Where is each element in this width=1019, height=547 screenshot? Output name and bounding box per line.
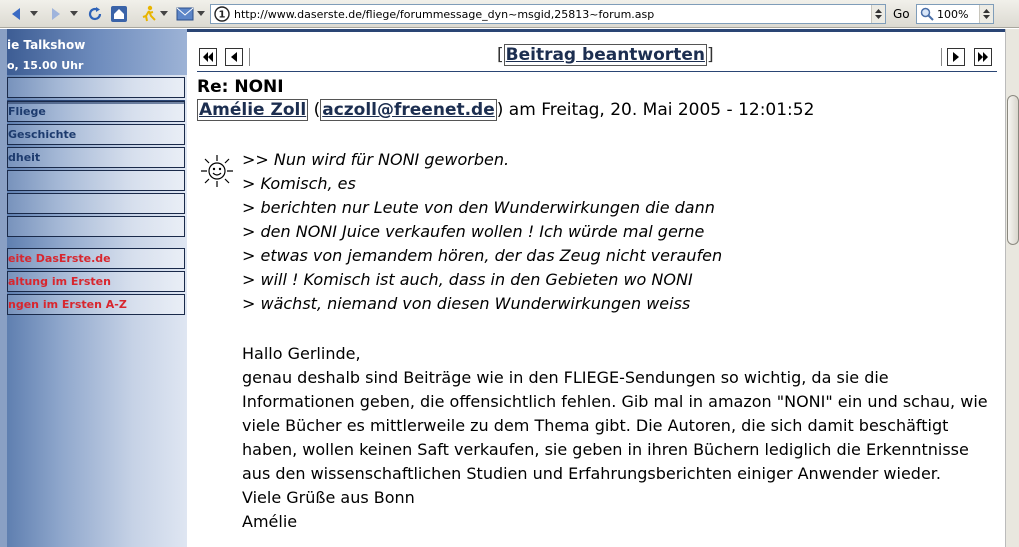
body-line: genau deshalb sind Beiträge wie in den FLIEGE-Sendungen so wichtig, da sie die (242, 368, 889, 387)
svg-text:1: 1 (218, 9, 226, 21)
left-navigation (7, 29, 187, 547)
arrow-left-icon (230, 52, 238, 62)
aim-buddy-button[interactable] (138, 4, 160, 24)
double-arrow-right-icon (977, 52, 989, 62)
running-man-icon (141, 5, 157, 23)
zoom-dropdown[interactable] (979, 5, 993, 23)
message-subject: Re: NONI (197, 77, 284, 97)
zoom-select[interactable] (916, 4, 994, 24)
sidebar-link-unterhaltung[interactable]: altung im Ersten (7, 271, 185, 292)
address-bar[interactable] (210, 4, 886, 24)
reload-button[interactable] (84, 4, 106, 24)
forward-arrow-icon (48, 6, 64, 22)
chevron-down-icon (197, 11, 205, 17)
chevron-updown-icon (875, 8, 882, 20)
browser-toolbar (0, 0, 1019, 28)
message-date: am Freitag, 20. Mai 2005 - 12:01:52 (503, 100, 815, 120)
body-line: Hallo Gerlinde, (242, 344, 361, 363)
sidebar-item-gesundheit[interactable]: dheit (7, 147, 185, 168)
first-message-button[interactable] (199, 48, 217, 66)
previous-message-button[interactable] (225, 48, 243, 66)
site-favicon-icon (214, 6, 230, 22)
body-line: aus den wissenschaftlichen Studien und Erfahrungsberichten einiger Anwender wieder. (242, 464, 941, 483)
sidebar-item-geschichte[interactable]: Geschichte (7, 124, 185, 145)
address-history-dropdown[interactable] (871, 5, 885, 23)
magnifier-icon (920, 7, 934, 21)
nav-separator (249, 48, 250, 66)
vertical-scrollbar[interactable] (1005, 29, 1019, 547)
back-button[interactable] (4, 4, 28, 24)
sidebar-link-sendungen-a-z[interactable]: ngen im Ersten A-Z (7, 294, 185, 315)
quote-line: > will ! Komisch ist auch, dass in den Gebieten wo NONI (242, 270, 693, 289)
forward-button[interactable] (44, 4, 68, 24)
sidebar-link-startseite[interactable]: eite DasErste.de (7, 248, 185, 269)
aim-dropdown[interactable] (160, 4, 168, 24)
sidebar-item-fliege[interactable]: Fliege (7, 101, 185, 122)
address-text[interactable]: http://www.daserste.de/fliege/forummessage_dyn~msgid,25813~forum.asp (234, 7, 655, 21)
double-arrow-left-icon (202, 52, 214, 62)
message-byline: Amélie Zoll ( aczoll@freenet.de ) am Freitag, 20. Mai 2005 - 12:01:52 (199, 100, 815, 120)
body-line: Amélie (242, 512, 298, 531)
web-page (0, 29, 1019, 547)
forum-message-panel (187, 29, 1005, 547)
reply-link[interactable]: Beitrag beantworten (505, 45, 705, 65)
chevron-updown-icon (983, 8, 990, 20)
author-link[interactable]: Amélie Zoll (199, 100, 307, 120)
last-message-button[interactable] (974, 48, 992, 66)
back-arrow-icon (8, 6, 24, 22)
quote-line: >> Nun wird für NONI geworben. (242, 150, 510, 169)
body-line: viele Bücher es mittlerweile zu dem Thema gibt. Die Autoren, die sich damit beschäftigt (242, 416, 949, 435)
nav-separator (941, 48, 942, 66)
scrollbar-thumb[interactable] (1007, 95, 1019, 245)
chevron-down-icon (160, 11, 168, 17)
quote-line: > wächst, niemand von diesen Wunderwirkungen weiss (242, 294, 691, 313)
go-button[interactable]: Go (893, 7, 910, 21)
arrow-right-icon (952, 52, 960, 62)
mail-button[interactable] (174, 4, 196, 24)
reply-link-wrapper: [ Beitrag beantworten ] (497, 45, 714, 65)
sidebar-item[interactable] (7, 77, 185, 98)
reload-icon (87, 6, 103, 22)
left-edge-stripe (0, 29, 7, 547)
home-icon (110, 5, 128, 23)
forward-history-dropdown[interactable] (68, 4, 80, 24)
sidebar-header (7, 29, 187, 75)
mail-dropdown[interactable] (196, 4, 206, 24)
sidebar-item[interactable] (7, 216, 185, 237)
mail-icon (176, 7, 194, 21)
quote-line: > etwas von jemandem hören, der das Zeug nicht veraufen (242, 246, 723, 265)
zoom-value: 100% (937, 7, 969, 21)
body-line: Viele Grüße aus Bonn (242, 488, 415, 507)
quote-line: > berichten nur Leute von den Wunderwirkungen die dann (242, 198, 715, 217)
body-line: haben, wollen keinen Saft verkaufen, sie geben in ihren Büchern lediglich die Erkenntnisse (242, 440, 969, 459)
sidebar-item[interactable] (7, 193, 185, 214)
nav-rule (197, 71, 997, 72)
next-message-button[interactable] (947, 48, 965, 66)
quote-line: > den NONI Juice verkaufen wollen ! Ich würde mal gerne (242, 222, 705, 241)
chevron-down-icon (30, 11, 38, 17)
quote-line: > Komisch, es (242, 174, 356, 193)
chevron-down-icon (70, 11, 78, 17)
author-email-link[interactable]: aczoll@freenet.de (322, 100, 495, 120)
back-history-dropdown[interactable] (28, 4, 40, 24)
top-rule (187, 29, 1005, 35)
sidebar-show-time: o, 15.00 Uhr (7, 59, 84, 72)
body-line: Informationen geben, die offensichtlich fehlen. Gib mal in amazon "NONI" ein und schau, wie (242, 392, 988, 411)
home-button[interactable] (108, 4, 130, 24)
quoted-text (242, 148, 722, 316)
sun-emoticon-icon (199, 153, 235, 189)
sidebar-item[interactable] (7, 170, 185, 191)
message-body (242, 342, 1002, 534)
sidebar-show-title: ie Talkshow (7, 38, 86, 52)
